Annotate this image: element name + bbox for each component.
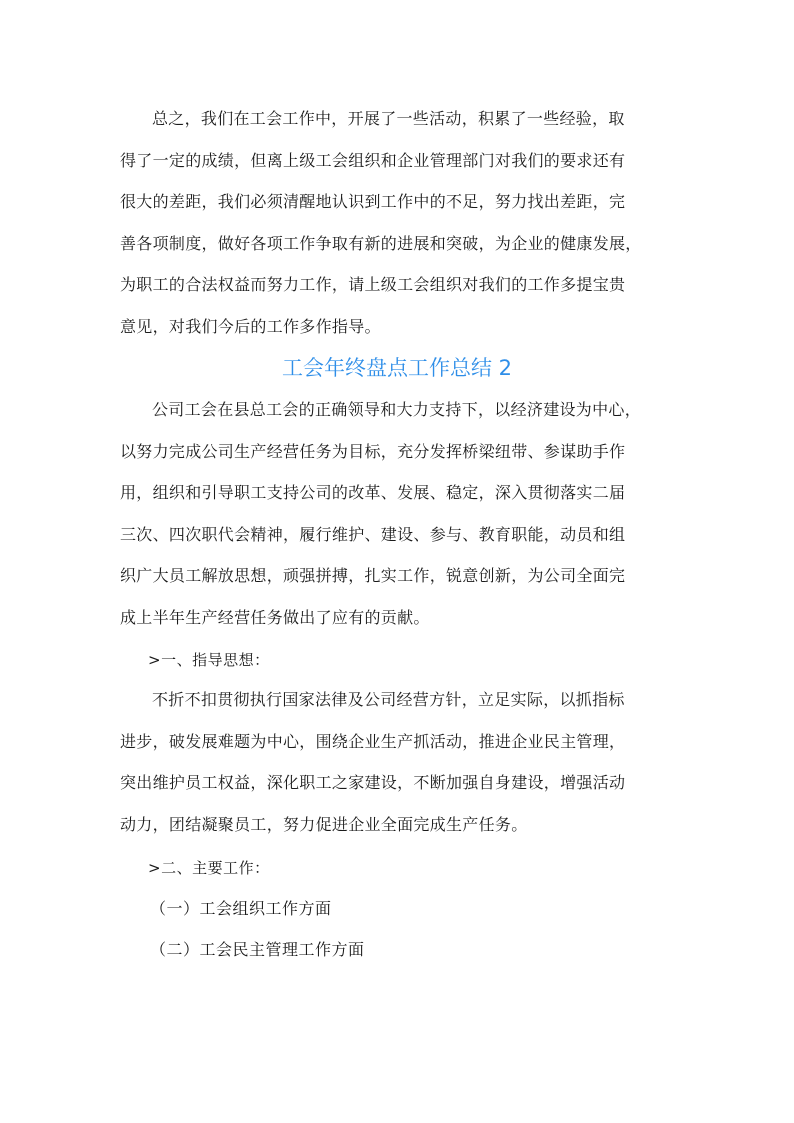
section-title: 工会年终盘点工作总结 2: [281, 356, 513, 380]
subsection-heading: （二）工会民主管理工作方面: [150, 940, 365, 959]
section-heading: >二、主要工作：: [148, 859, 270, 877]
body-paragraph: 不折不扣贯彻执行国家法律及公司经营方针，立足实际，以抓指标 进步，破发展难题为中心，围绕企业生产抓活动，推进企业民主管理， 突出维护员工权益，深化职工之家建设，不断加强自身建设，增强活动 动力，团结凝聚员工，努力促进企业全面完成生产任务。: [120, 690, 626, 834]
body-paragraph: 总之，我们在工会工作中，开展了一些活动，积累了一些经验，取 得了一定的成绩，但离上级工会组织和企业管理部门对我们的要求还有 很大的差距，我们必须清醒地认识到工作中的不足，努力找出差距，完 善各项制度，做好各项工作争取有新的进展和突破，为企业的健康发展， 为职工的合法权益而努力工作，请上级工会组织对我们的工作多提宝贵 意见，对我们今后的工作多作指导。: [120, 109, 642, 336]
section-heading: >一、指导思想：: [148, 651, 270, 669]
subsection-heading: （一）工会组织工作方面: [150, 899, 332, 918]
body-paragraph: 公司工会在县总工会的正确领导和大力支持下，以经济建设为中心， 以努力完成公司生产经营任务为目标，充分发挥桥梁纽带、参谋助手作 用，组织和引导职工支持公司的改革、发展、稳定，深入贯彻落实二届 三次、四次职代会精神，履行维护、建设、参与、教育职能，动员和组 织广大员工解放思想，顽强拼搏，扎实工作，锐意创新，为公司全面完 成上半年生产经营任务做出了应有的贡献。: [120, 400, 642, 627]
